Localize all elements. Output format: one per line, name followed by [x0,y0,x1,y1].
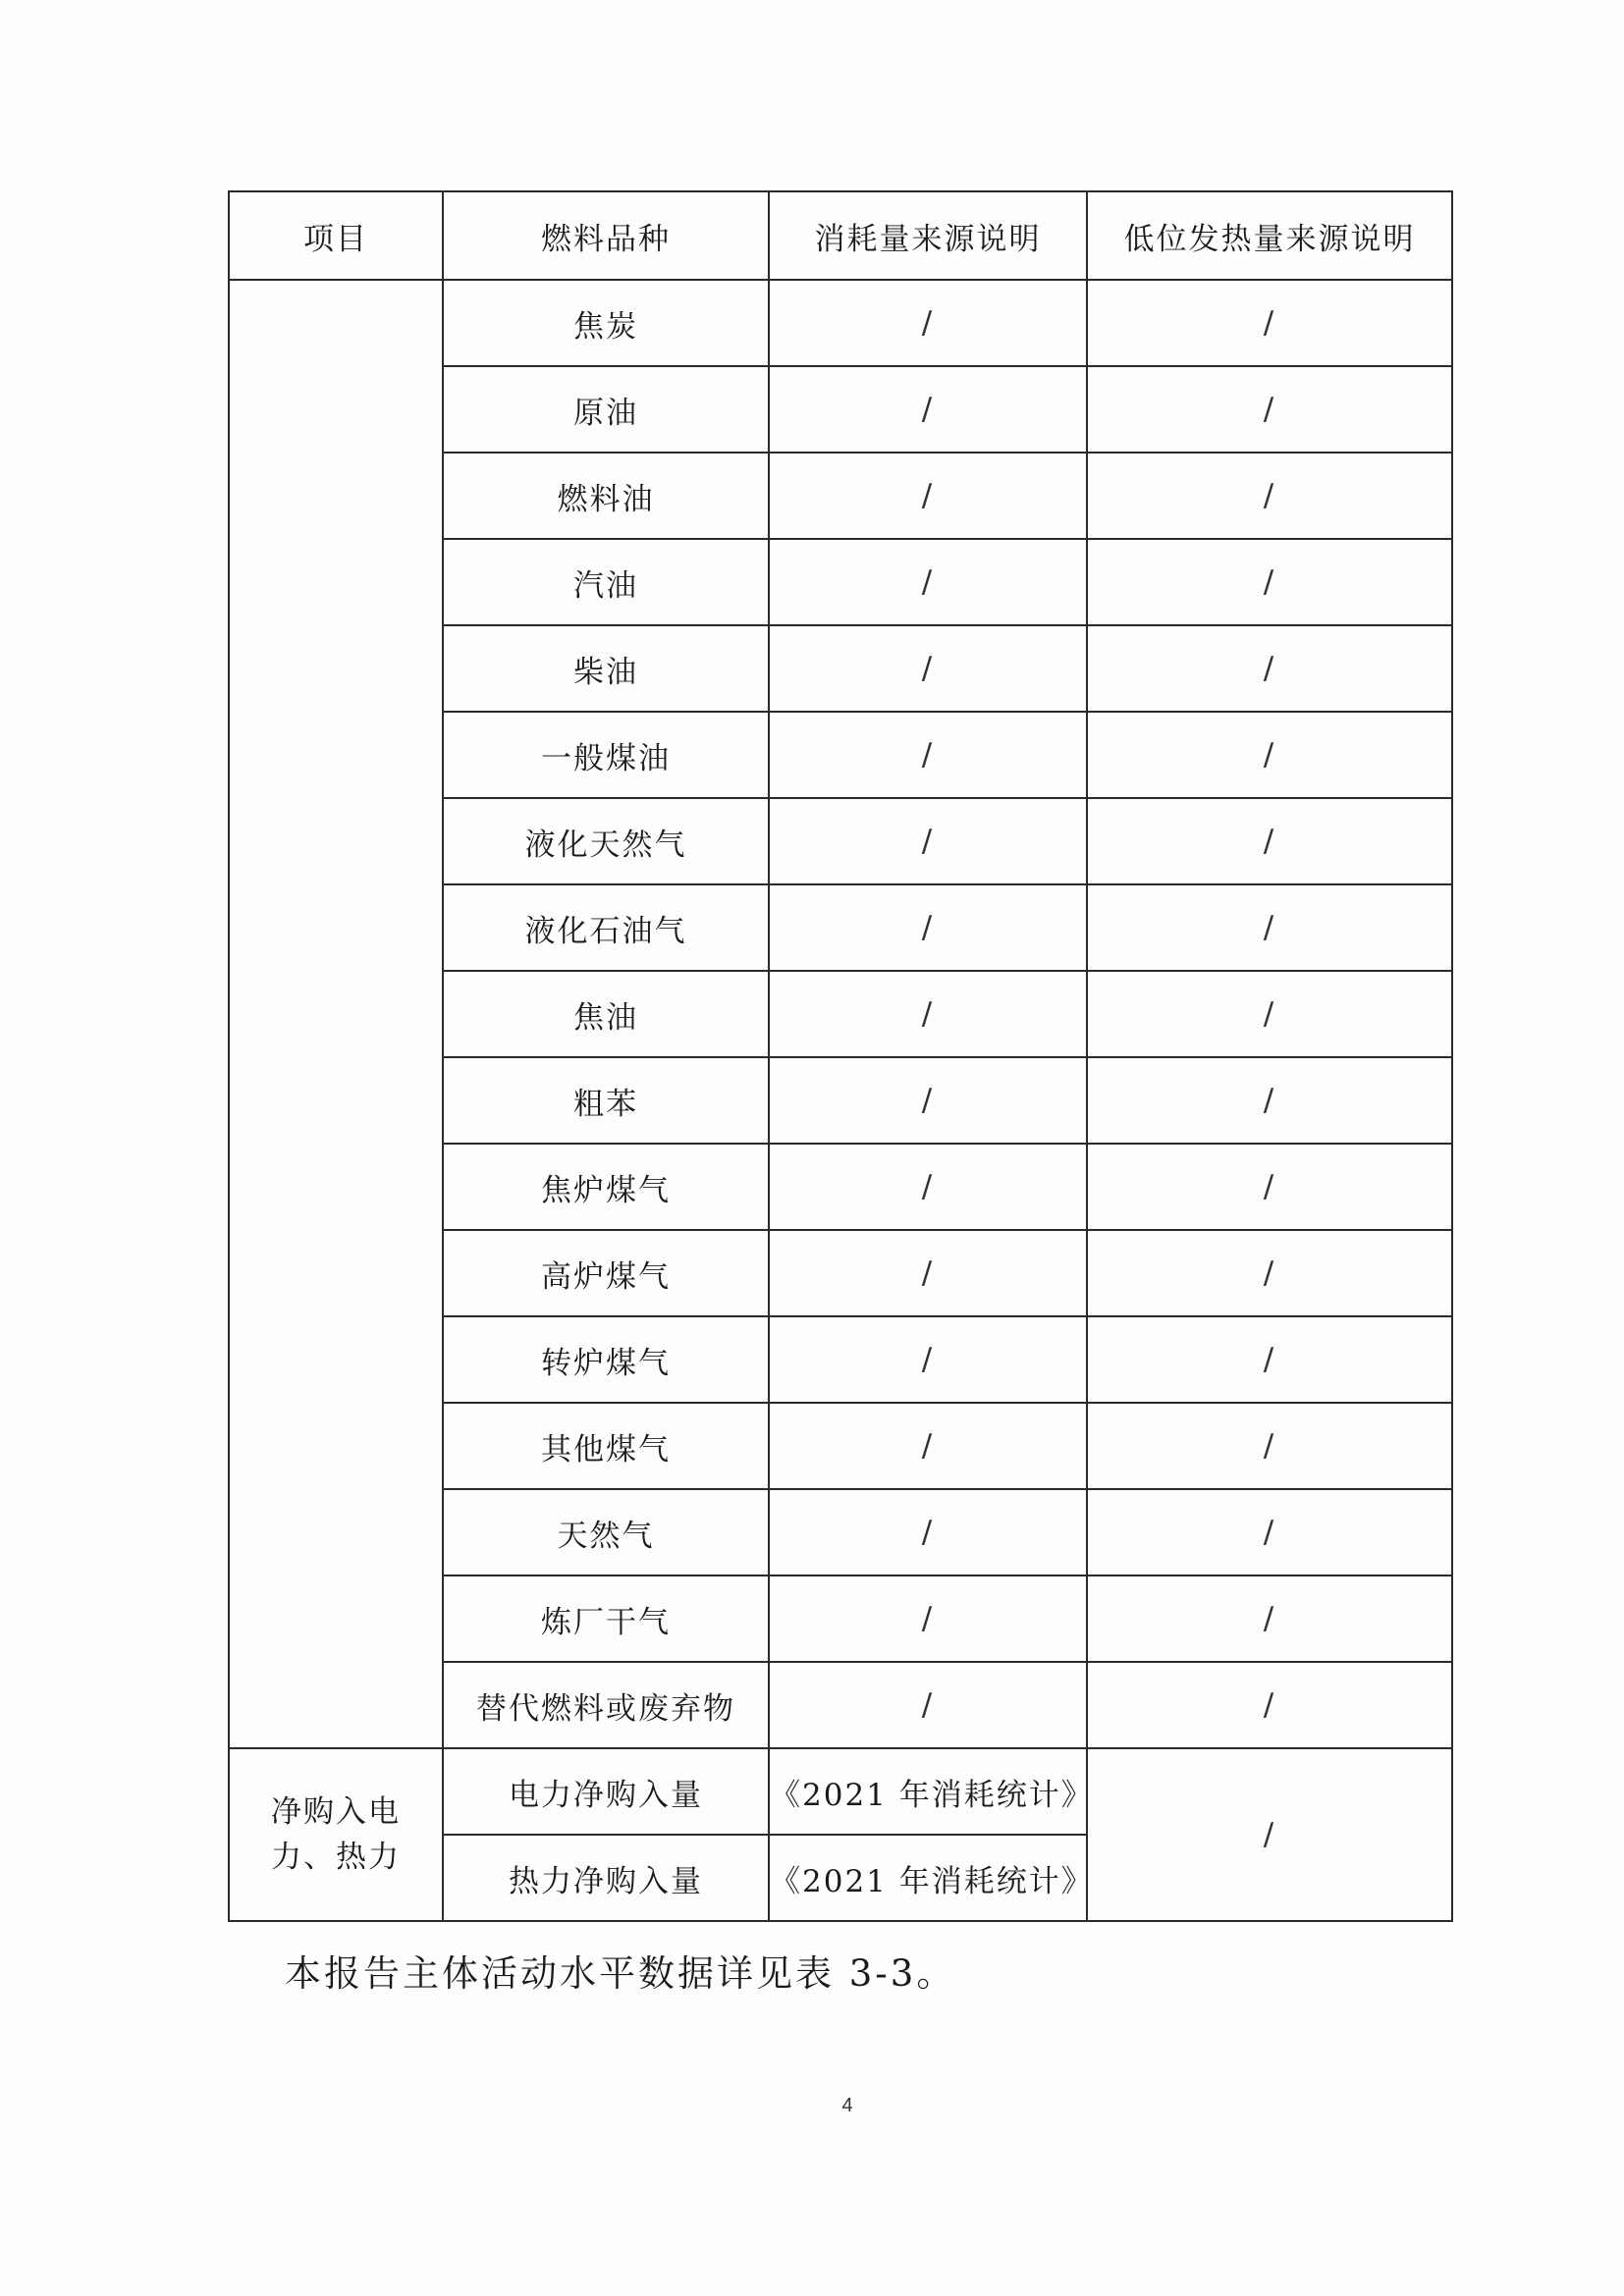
ncv-source-cell: / [1087,366,1452,453]
consumption-source-cell: / [769,712,1087,798]
item-cell-purchase [229,1748,443,1921]
header-consumption-source: 消耗量来源说明 [769,191,1087,280]
ncv-source-cell: / [1087,1575,1452,1662]
fuel-type-cell: 替代燃料或废弃物 [443,1662,769,1748]
fuel-type-cell: 液化天然气 [443,798,769,884]
consumption-source-cell: / [769,1316,1087,1403]
consumption-source-cell: / [769,366,1087,453]
header-ncv-source: 低位发热量来源说明 [1087,191,1452,280]
fuel-type-cell: 燃料油 [443,453,769,539]
fuel-type-cell: 焦炭 [443,280,769,366]
fuel-type-cell: 高炉煤气 [443,1230,769,1316]
ncv-source-cell: / [1087,625,1452,712]
table-row [229,1748,1452,1835]
fuel-type-cell: 柴油 [443,625,769,712]
ncv-source-cell: / [1087,1144,1452,1230]
ncv-source-cell: / [1087,1403,1452,1489]
consumption-source-cell: / [769,1057,1087,1144]
consumption-source-cell: / [769,884,1087,971]
ncv-source-cell: / [1087,971,1452,1057]
page-number: 4 [841,2095,853,2116]
consumption-source-cell: / [769,280,1087,366]
fuel-type-cell: 炼厂干气 [443,1575,769,1662]
ncv-source-cell: / [1087,1230,1452,1316]
fuel-type-cell: 其他煤气 [443,1403,769,1489]
consumption-source-cell: 《2021 年消耗统计》 [769,1748,1087,1835]
note-text: 本报告主体活动水平数据详见表 3-3。 [285,1952,956,1995]
ncv-source-cell: / [1087,712,1452,798]
consumption-source-cell: / [769,1230,1087,1316]
fuel-type-cell: 热力净购入量 [443,1835,769,1921]
consumption-source-cell: / [769,625,1087,712]
ncv-source-cell: / [1087,280,1452,366]
table-header-row [229,191,1452,280]
ncv-source-cell: / [1087,1316,1452,1403]
header-fuel-type: 燃料品种 [443,191,769,280]
ncv-source-cell: / [1087,884,1452,971]
consumption-source-cell: / [769,1489,1087,1575]
table-body [229,280,1452,1921]
ncv-source-cell: / [1087,1748,1452,1921]
ncv-source-cell: / [1087,1489,1452,1575]
ncv-source-cell: / [1087,539,1452,625]
ncv-source-cell: / [1087,1662,1452,1748]
consumption-source-cell: / [769,1662,1087,1748]
fuel-type-cell: 原油 [443,366,769,453]
fuel-type-cell: 焦炉煤气 [443,1144,769,1230]
item-label: 净购入电力、热力 [271,1794,401,1875]
consumption-source-cell: / [769,971,1087,1057]
consumption-source-cell: / [769,1403,1087,1489]
fuel-type-cell: 转炉煤气 [443,1316,769,1403]
fuel-type-cell: 液化石油气 [443,884,769,971]
fuel-type-cell: 电力净购入量 [443,1748,769,1835]
consumption-source-cell: / [769,798,1087,884]
fuel-source-table [228,190,1453,1922]
fuel-type-cell: 一般煤油 [443,712,769,798]
consumption-source-cell: 《2021 年消耗统计》 [769,1835,1087,1921]
consumption-source-cell: / [769,1144,1087,1230]
fuel-type-cell: 焦油 [443,971,769,1057]
ncv-source-cell: / [1087,1057,1452,1144]
ncv-source-cell: / [1087,798,1452,884]
header-item: 项目 [229,191,443,280]
table-row [229,280,1452,366]
item-cell-empty [229,280,443,1748]
consumption-source-cell: / [769,539,1087,625]
fuel-type-cell: 粗苯 [443,1057,769,1144]
fuel-type-cell: 汽油 [443,539,769,625]
fuel-type-cell: 天然气 [443,1489,769,1575]
consumption-source-cell: / [769,1575,1087,1662]
ncv-source-cell: / [1087,453,1452,539]
consumption-source-cell: / [769,453,1087,539]
